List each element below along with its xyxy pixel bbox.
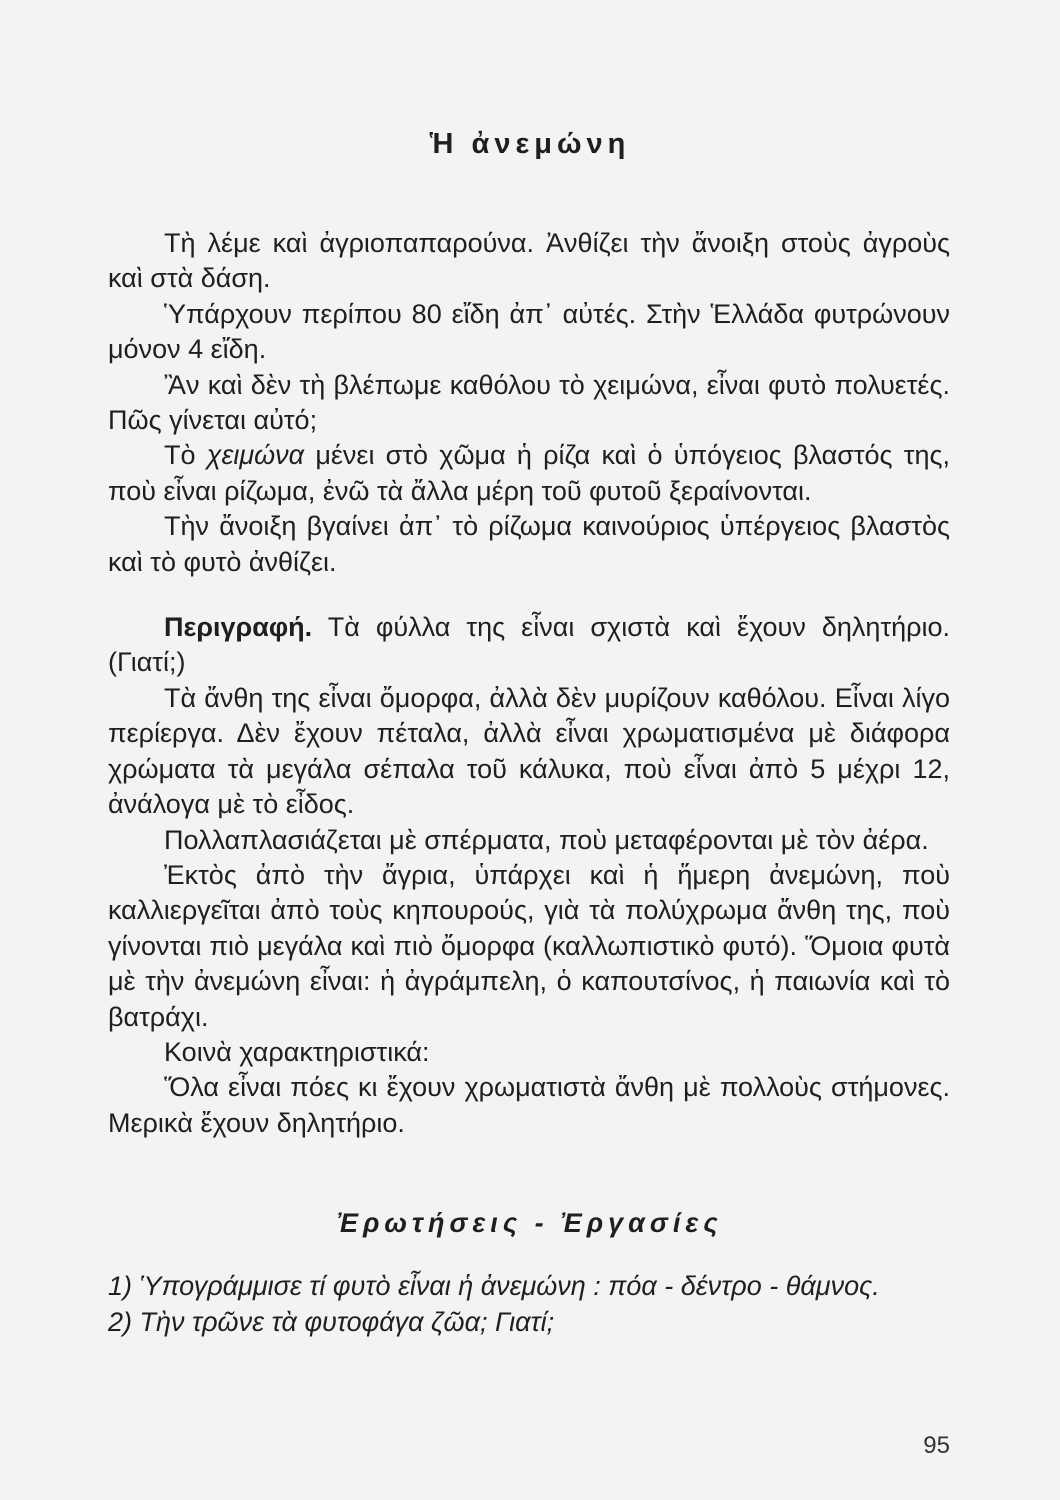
- exercises-heading: Ἐρωτήσεις - Ἐργασίες: [337, 1208, 723, 1238]
- description-text: Τὰ φύλλα της εἶναι σχιστὰ καὶ ἔχουν δηλητήριο. (Γιατί;): [108, 612, 950, 678]
- exercise-list: [108, 1268, 950, 1340]
- winter-emphasis: χειμώνα: [206, 440, 305, 471]
- winter-rest: μένει στὸ χῶμα ἡ ρίζα καὶ ὁ ὑπόγειος βλαστός της, ποὺ εἶναι ρίζωμα, ἐνῶ τὰ ἄλλα μέρη τοῦ φυτοῦ ξεραίνονται.: [108, 440, 950, 506]
- paragraph-description: [108, 610, 950, 681]
- exercise-item: 1) Ὑπογράμμισε τί φυτὸ εἶναι ἡ ἀνεμώνη : πόα - δέντρο - θάμνος.: [108, 1271, 880, 1301]
- page-title: Ἡ ἀνεμώνη: [429, 128, 631, 160]
- page-number: 95: [923, 1432, 950, 1459]
- paragraph-perennial: Ἂν καὶ δὲν τὴ βλέπωμε καθόλου τὸ χειμώνα, εἶναι φυτὸ πολυετές. Πῶς γίνεται αὐτό;: [108, 369, 950, 436]
- paragraph-common-name: Τὴ λέμε καὶ ἀγριοπαπαρούνα. Ἀνθίζει τὴν ἄνοιξη στοὺς ἀγροὺς καὶ στὰ δάση.: [108, 228, 950, 294]
- winter-intro: Τὸ: [164, 440, 207, 471]
- paragraph-reproduction: Πολλαπλασιάζεται μὲ σπέρματα, ποὺ μεταφέρονται μὲ τὸν ἀέρα.: [164, 824, 929, 855]
- paragraph-species: Ὑπάρχουν περίπου 80 εἴδη ἀπ᾽ αὐτές. Στὴν Ἑλλάδα φυτρώνουν μόνον 4 εἴδη.: [108, 298, 950, 365]
- paragraph-winter: [108, 438, 950, 509]
- exercise-item: 2) Τὴν τρῶνε τὰ φυτοφάγα ζῶα; Γιατί;: [108, 1307, 555, 1337]
- paragraph-spring: Τὴν ἄνοιξη βγαίνει ἀπ᾽ τὸ ρίζωμα καινούριος ὑπέργειος βλαστὸς καὶ τὸ φυτὸ ἀνθίζει.: [108, 511, 950, 577]
- paragraph-flowers: Τὰ ἄνθη της εἶναι ὄμορφα, ἀλλὰ δὲν μυρίζουν καθόλου. Εἶναι λίγο περίεργα. Δὲν ἔχουν πέταλα, ἀλλὰ εἶναι χρωματισμένα μὲ διάφορα χρώματα τὰ μεγάλα σέπαλα τοῦ κάλυκα, ποὺ εἶναι ἀπὸ 5 μέχρι 12, ἀνάλογα μὲ τὸ εἶδος.: [108, 682, 950, 820]
- paragraph-cultivated: Ἐκτὸς ἀπὸ τὴν ἄγρια, ὑπάρχει καὶ ἡ ἥμερη ἀνεμώνη, ποὺ καλλιεργεῖται ἀπὸ τοὺς κηπουρούς, γιὰ τὰ πολύχρωμα ἄνθη της, ποὺ γίνονται πιὸ μεγάλα καὶ πιὸ ὄμορφα (καλλωπιστικὸ φυτό). Ὅμοια φυτὰ μὲ τὴν ἀνεμώνη εἶναι: ἡ ἀγράμπελη, ὁ καπουτσίνος, ἡ παιωνία καὶ τὸ βατράχι.: [108, 859, 950, 1032]
- body-text: [108, 226, 950, 1141]
- paragraph-common-traits-label: Κοινὰ χαρακτηριστικά:: [164, 1036, 430, 1067]
- paragraph-common-traits: Ὅλα εἶναι πόες κι ἔχουν χρωματιστὰ ἄνθη μὲ πολλοὺς στήμονες. Μερικὰ ἔχουν δηλητήριο.: [108, 1072, 950, 1138]
- description-label: Περιγραφή.: [164, 612, 313, 643]
